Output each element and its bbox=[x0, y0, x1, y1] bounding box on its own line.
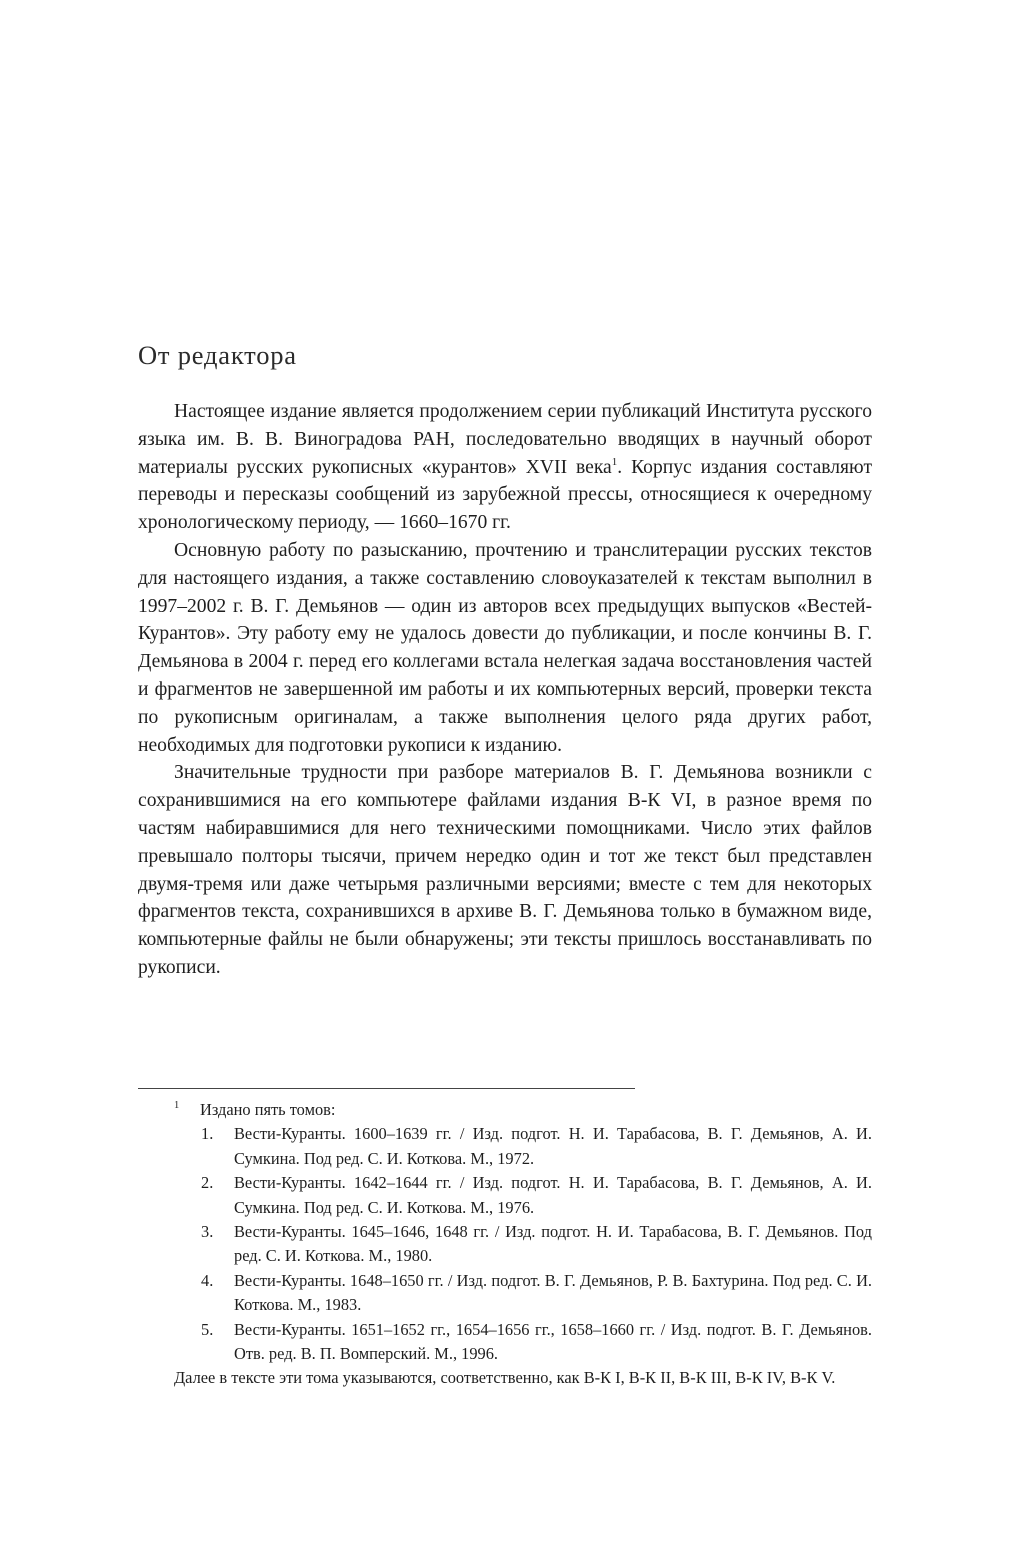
footnote-list-item bbox=[138, 1122, 872, 1171]
footnote-number: 1 bbox=[174, 1100, 180, 1111]
paragraph-2: Основную работу по разысканию, прочтению и транслитерации русских текстов для настоящего издания, а также составлению словоуказателей к текстам выполнил в 1997–2002 г. В. Г. Демьянов — один из авторов всех предыдущих выпусков «Вестей-Курантов». Эту работу ему не удалось довести до публикации, и после кончины В. Г. Демьянова в 2004 г. перед его коллегами встала нелегкая задача восстановления частей и фрагментов не завершенной им работы и их компьютерных версий, проверки текста по рукописным оригиналам, а также выполнения целого ряда других работ, необходимых для подготовки рукописи к изданию. bbox=[138, 539, 872, 756]
footnote-item-number: 2. bbox=[201, 1173, 214, 1193]
paragraph-1 bbox=[138, 398, 872, 537]
footnote-list-item bbox=[138, 1318, 872, 1367]
paragraph-1-text-continued: . Корпус издания составляют переводы и пересказы сообщений из зарубежной прессы, относящиеся к очередному хронологическому периоду, — 1660–1670 гг. bbox=[138, 456, 873, 534]
footnote-list-item bbox=[138, 1171, 872, 1220]
footnote-item-text: Вести-Куранты. 1642–1644 гг. / Изд. подгот. Н. И. Тарабасова, В. Г. Демьянов, А. И. Сумкина. Под ред. С. И. Коткова. М., 1976. bbox=[234, 1173, 872, 1217]
footnote-ref[interactable]: 1 bbox=[611, 455, 618, 468]
footnote-list-item bbox=[138, 1269, 872, 1318]
footnote-list bbox=[138, 1122, 872, 1366]
footnote-item-number: 3. bbox=[201, 1222, 214, 1242]
footnote bbox=[138, 1098, 872, 1391]
paragraph-1-text: Настоящее издание является продолжением серии публикаций Института русского языка им. В. В. Виноградова РАН, последовательно вводящих в научный оборот материалы русских рукописных «курантов» XVII века bbox=[138, 401, 872, 478]
footnote-item-text: Вести-Куранты. 1648–1650 гг. / Изд. подгот. В. Г. Демьянов, Р. В. Бахтурина. Под ред. С. И. Коткова. М., 1983. bbox=[234, 1270, 872, 1315]
footnote-tail: Далее в тексте эти тома указываются, соответственно, как В-К I, В-К II, В-К III, В-К IV, В-К V. bbox=[174, 1368, 836, 1388]
footnote-item-text: Вести-Куранты. 1645–1646, 1648 гг. / Изд. подгот. Н. И. Тарабасова, В. Г. Демьянов. Под ред. С. И. Коткова. М., 1980. bbox=[234, 1222, 872, 1266]
footnote-header bbox=[138, 1098, 872, 1122]
footnote-divider bbox=[138, 1088, 635, 1089]
footnote-intro: Издано пять томов: bbox=[200, 1100, 336, 1119]
paragraph-3: Значительные трудности при разборе материалов В. Г. Демьянова возникли с сохранившимися на его компьютере файлами издания В-К VI, в разное время по частям набиравшимися для него техническими помощниками. Число этих файлов превышало полторы тысячи, причем нередко один и тот же текст был представлен двумя-тремя или даже четырьмя различными версиями; вместе с тем для некоторых фрагментов текста, сохранившихся в архиве В. Г. Демьянова только в бумажном виде, компьютерные файлы не были обнаружены; эти тексты пришлось восстанавливать по рукописи. bbox=[138, 762, 872, 978]
body-text bbox=[138, 398, 872, 982]
footnote-item-number: 1. bbox=[201, 1124, 214, 1144]
footnote-item-number: 4. bbox=[201, 1270, 214, 1290]
footnote-item-number: 5. bbox=[201, 1319, 214, 1339]
page-title: От редактора bbox=[138, 340, 297, 370]
footnote-item-text: Вести-Куранты. 1651–1652 гг., 1654–1656 гг., 1658–1660 гг. / Изд. подгот. В. Г. Демьянов. Отв. ред. В. П. Вомперский. М., 1996. bbox=[234, 1319, 872, 1364]
footnote-list-item bbox=[138, 1220, 872, 1269]
footnote-item-text: Вести-Куранты. 1600–1639 гг. / Изд. подгот. Н. И. Тарабасова, В. Г. Демьянов, А. И. Сумкина. Под ред. С. И. Коткова. М., 1972. bbox=[234, 1124, 872, 1168]
